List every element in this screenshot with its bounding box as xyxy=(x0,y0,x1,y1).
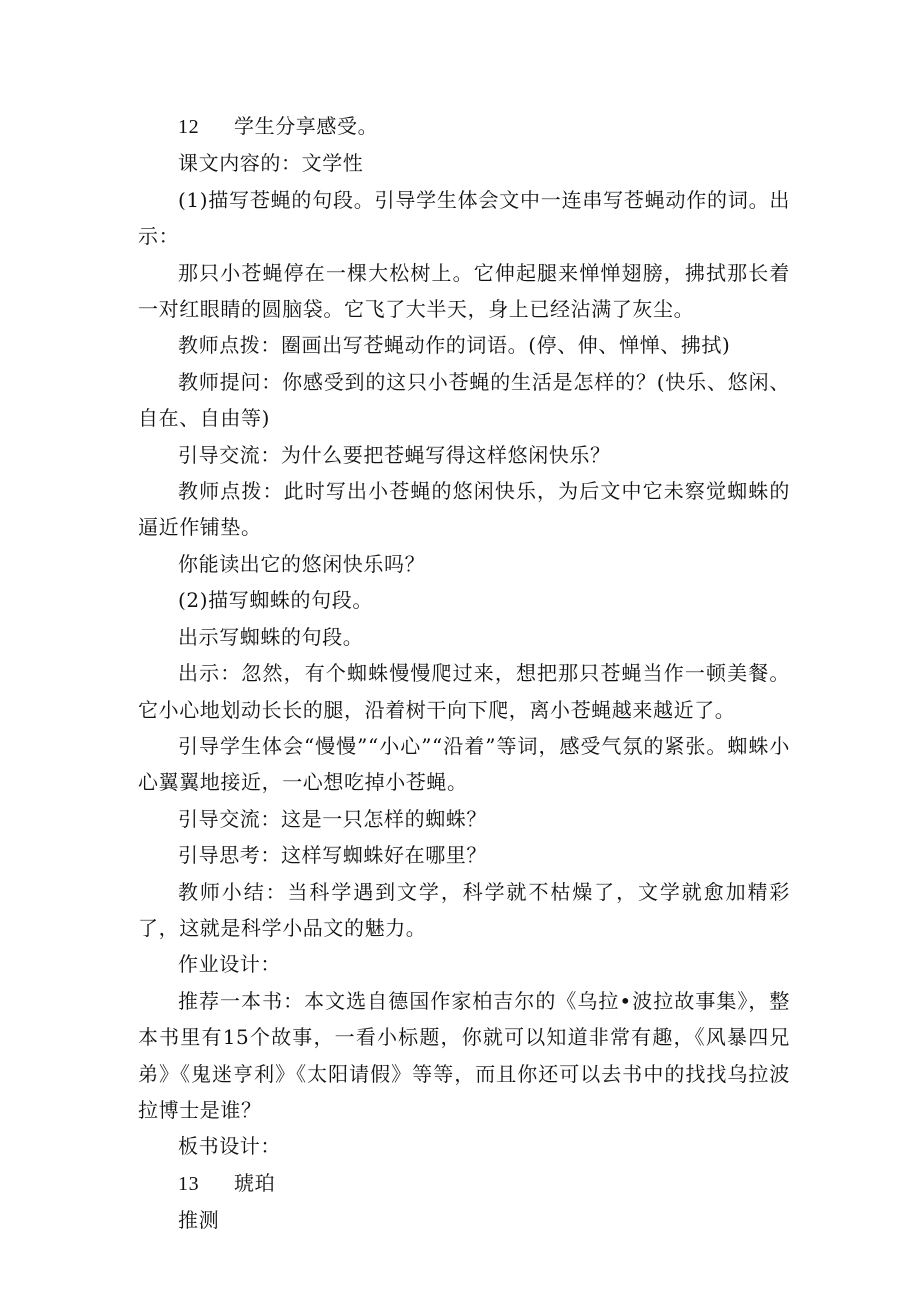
paragraph-item-12 xyxy=(138,108,790,145)
paragraph: 教师点拨：圈画出写苍蝇动作的词语。(停、伸、惮惮、拂拭) xyxy=(178,333,731,358)
subsection-heading: (2)描写蜘蛛的句段。 xyxy=(178,588,373,613)
section-heading: 作业设计： xyxy=(178,952,281,977)
item-number: 13 xyxy=(178,1172,200,1195)
paragraph: 引导交流：为什么要把苍蝇写得这样悠闲快乐？ xyxy=(178,442,611,467)
paragraph: 推荐一本书：本文选自德国作家柏吉尔的《乌拉•波拉故事集》，整本书里有15个故事，一看小标题，你就可以知道非常有趣，《风暴四兄弟》《鬼迷亨利》《太阳请假》等等，而且你还可以去书中的找找乌拉波拉博士是谁？ xyxy=(138,988,790,1122)
paragraph-text: 琥珀 xyxy=(234,1170,276,1195)
quoted-passage: 那只小苍蝇停在一棵大松树上。它伸起腿来惮惮翅膀，拂拭那长着一对红眼睛的圆脑袋。它飞了大半天，身上已经沾满了灰尘。 xyxy=(138,260,790,322)
section-heading: 板书设计： xyxy=(178,1134,281,1159)
paragraph: 出示写蜘蛛的句段。 xyxy=(178,624,364,649)
paragraph: 你能读出它的悠闲快乐吗？ xyxy=(178,551,426,576)
paragraph: 引导思考：这样写蜘蛛好在哪里？ xyxy=(178,843,487,868)
section-heading: 课文内容的：文学性 xyxy=(178,151,364,176)
paragraph: 教师点拨：此时写出小苍蝇的悠闲快乐，为后文中它未察觉蜘蛛的逼近作铺垫。 xyxy=(138,479,790,540)
quoted-passage: 出示：忽然，有个蜘蛛慢慢爬过来，想把那只苍蝇当作一顿美餐。它小心地划动长长的腿，沿着树干向下爬，离小苍蝇越来越近了。 xyxy=(138,661,790,722)
subsection-heading: (1)描写苍蝇的句段。引导学生体会文中一连串写苍蝇动作的词。出示： xyxy=(138,187,790,249)
paragraph-item-13 xyxy=(138,1165,790,1202)
paragraph-text: 学生分享感受。 xyxy=(234,114,379,138)
paragraph: 推测 xyxy=(178,1208,220,1233)
paragraph: 教师小结：当科学遇到文学，科学就不枯燥了，文学就愈加精彩了，这就是科学小品文的魅力。 xyxy=(138,879,790,940)
paragraph: 教师提问：你感受到的这只小苍蝇的生活是怎样的？(快乐、悠闲、自在、自由等) xyxy=(138,369,790,431)
document-body xyxy=(138,108,790,1239)
paragraph: 引导交流：这是一只怎样的蜘蛛？ xyxy=(178,806,487,831)
item-number: 12 xyxy=(178,116,200,138)
paragraph: 引导学生体会“慢慢”“小心”“沿着”等词，感受气氛的紧张。蜘蛛小心翼翼地接近，一心想吃掉小苍蝇。 xyxy=(138,733,790,795)
